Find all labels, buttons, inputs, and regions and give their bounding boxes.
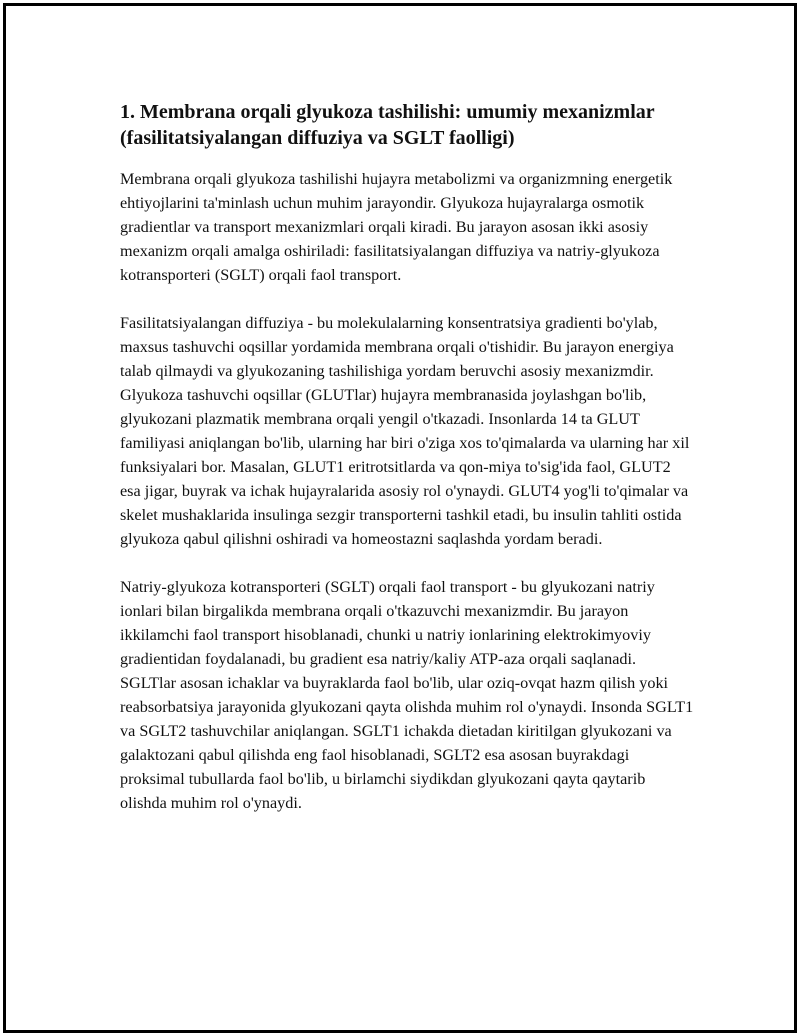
document-title: 1. Membrana orqali glyukoza tashilishi: umumiy mexanizmlar (fasilitatsiyalangan diffuziya va SGLT faolligi) (120, 101, 655, 149)
paragraph-intro: Membrana orqali glyukoza tashilishi hujayra metabolizmi va organizmning energetik ehtiyojlarini ta'minlash uchun muhim jarayondir. Glyukoza hujayralarga osmotik gradientlar va transport mexanizmlari orqali kiradi. Bu jarayon asosan ikki asosiy mexanizm orqali amalga oshiriladi: fasilitatsiyalangan diffuziya va natriy-glyukoza kotransporteri (SGLT) orqali faol transport. (120, 170, 673, 284)
paragraph-sglt-transport: Natriy-glyukoza kotransporteri (SGLT) orqali faol transport - bu glyukozani natriy ionlari bilan birgalikda membrana orqali o'tkazuvchi mexanizmdir. Bu jarayon ikkilamchi faol transport hisoblanadi, chunki u natriy ionlarining elektrokimyoviy gradientidan foydalanadi, bu gradient esa natriy/kaliy ATP-aza orqali saqlanadi. SGLTlar asosan ichaklar va buyraklarda faol bo'lib, ular oziq-ovqat hazm qilish yoki reabsorbatsiya jarayonida glyukozani qayta olishda muhim rol o'ynaydi. Insonda SGLT1 va SGLT2 tashuvchilar aniqlangan. SGLT1 ichakda dietadan kiritilgan glyukozani va galaktozani qabul qilishda eng faol hisoblanadi, SGLT2 esa asosan buyrakdagi proksimal tubullarda faol bo'lib, u birlamchi siydikdan glyukozani qayta qaytarib olishda muhim rol o'ynaydi. (120, 578, 694, 812)
document-body (120, 99, 694, 839)
page-frame (3, 3, 797, 1033)
paragraph-facilitated-diffusion: Fasilitatsiyalangan diffuziya - bu molekulalarning konsentratsiya gradienti bo'ylab, maxsus tashuvchi oqsillar yordamida membrana orqali o'tishidir. Bu jarayon energiya talab qilmaydi va glyukozaning tashilishiga yordam beruvchi asosiy mexanizmdir. Glyukoza tashuvchi oqsillar (GLUTlar) hujayra membranasida joylashgan bo'lib, glyukozani plazmatik membrana orqali yengil o'tkazadi. Insonlarda 14 ta GLUT familiyasi aniqlangan bo'lib, ularning har biri o'ziga xos to'qimalarda va ularning har xil funksiyalari bor. Masalan, GLUT1 eritrotsitlarda va qon-miya to'sig'ida faol, GLUT2 esa jigar, buyrak va ichak hujayralarida asosiy rol o'ynaydi. GLUT4 yog'li to'qimalar va skelet mushaklarida insulinga sezgir transporterni tashkil etadi, bu insulin tahliti ostida glyukoza qabul qilishni oshiradi va homeostazni saqlashda yordam beradi. (120, 314, 690, 548)
